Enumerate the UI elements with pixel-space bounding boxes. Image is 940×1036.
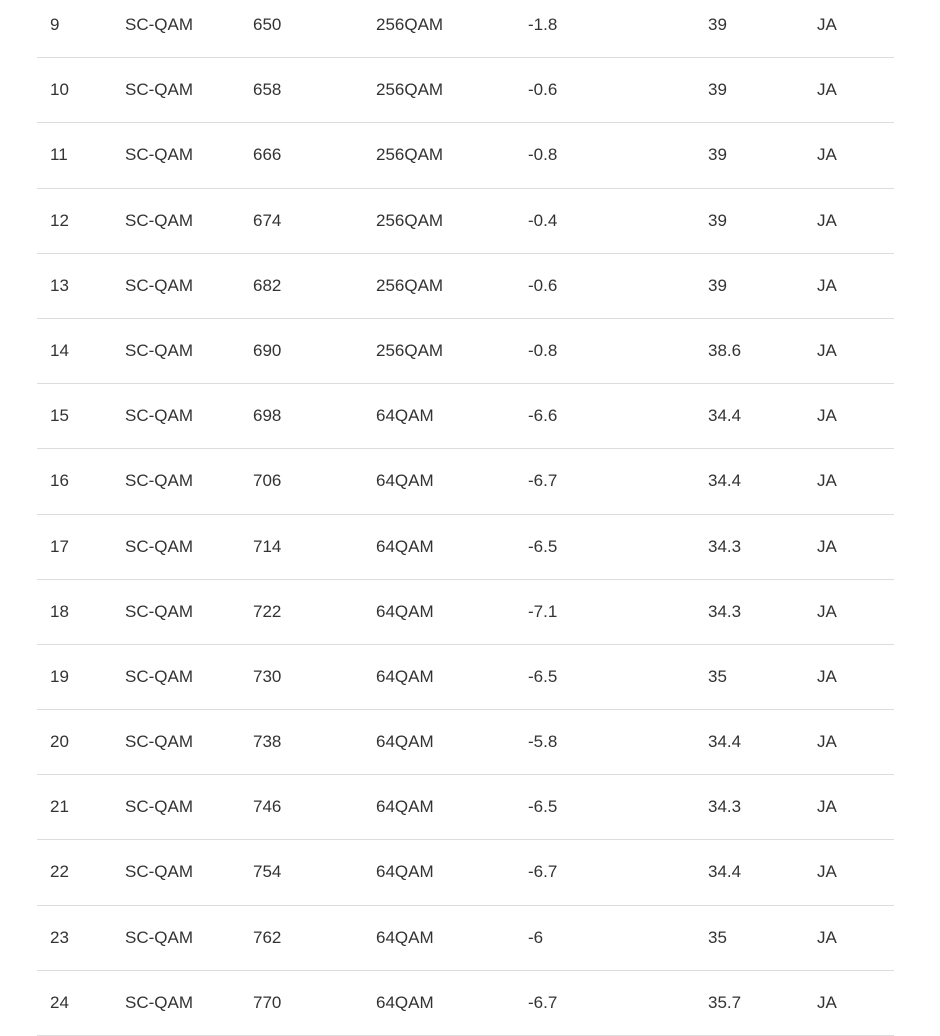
- table-row: [37, 645, 894, 710]
- channel-type-cell: SC-QAM: [125, 601, 193, 621]
- channel-id-cell: 12: [50, 210, 69, 230]
- channel-type-cell: SC-QAM: [125, 992, 193, 1012]
- snr-cell: 35: [708, 666, 727, 686]
- modulation-cell: 64QAM: [376, 927, 434, 947]
- modulation-cell: 256QAM: [376, 15, 444, 34]
- channel-id-cell: 18: [50, 601, 69, 621]
- power-level-cell: -6.6: [528, 406, 558, 426]
- channel-type-cell: SC-QAM: [125, 797, 193, 817]
- lock-status-cell: JA: [817, 927, 837, 947]
- lock-status-cell: JA: [817, 145, 837, 165]
- table-row: [37, 319, 894, 384]
- modulation-cell: 256QAM: [376, 210, 444, 230]
- snr-cell: 34.4: [708, 406, 742, 426]
- lock-status-cell: JA: [817, 666, 837, 686]
- channel-type-cell: SC-QAM: [125, 145, 193, 165]
- power-level-cell: -6.7: [528, 471, 558, 491]
- frequency-cell: 650: [253, 15, 282, 34]
- table-row: [37, 384, 894, 449]
- power-level-cell: -6.7: [528, 992, 558, 1012]
- table-row: [37, 971, 894, 1036]
- table-row: [37, 840, 894, 905]
- snr-cell: 35.7: [708, 992, 742, 1012]
- snr-cell: 34.3: [708, 601, 742, 621]
- channel-type-cell: SC-QAM: [125, 210, 193, 230]
- table-row: [37, 58, 894, 123]
- snr-cell: 39: [708, 210, 727, 230]
- modulation-cell: 256QAM: [376, 275, 444, 295]
- modulation-cell: 64QAM: [376, 992, 434, 1012]
- channel-table: [37, 0, 894, 1036]
- snr-cell: 34.4: [708, 862, 742, 882]
- channel-id-cell: 20: [50, 732, 69, 752]
- channel-type-cell: SC-QAM: [125, 406, 193, 426]
- table-row: [37, 254, 894, 319]
- power-level-cell: -6.5: [528, 797, 558, 817]
- table-row: [37, 123, 894, 188]
- channel-id-cell: 19: [50, 666, 69, 686]
- channel-id-cell: 13: [50, 275, 69, 295]
- frequency-cell: 770: [253, 992, 282, 1012]
- snr-cell: 39: [708, 80, 727, 100]
- table-row: [37, 449, 894, 514]
- modulation-cell: 64QAM: [376, 471, 434, 491]
- channel-id-cell: 9: [50, 15, 60, 34]
- lock-status-cell: JA: [817, 797, 837, 817]
- frequency-cell: 690: [253, 340, 282, 360]
- modulation-cell: 64QAM: [376, 536, 434, 556]
- power-level-cell: -6.5: [528, 666, 558, 686]
- frequency-cell: 754: [253, 862, 282, 882]
- frequency-cell: 706: [253, 471, 282, 491]
- modulation-cell: 256QAM: [376, 340, 444, 360]
- frequency-cell: 722: [253, 601, 282, 621]
- modulation-cell: 256QAM: [376, 80, 444, 100]
- lock-status-cell: JA: [817, 471, 837, 491]
- frequency-cell: 682: [253, 275, 282, 295]
- lock-status-cell: JA: [817, 210, 837, 230]
- snr-cell: 38.6: [708, 340, 742, 360]
- lock-status-cell: JA: [817, 732, 837, 752]
- channel-id-cell: 10: [50, 80, 69, 100]
- modulation-cell: 64QAM: [376, 732, 434, 752]
- channel-id-cell: 24: [50, 992, 69, 1012]
- power-level-cell: -0.8: [528, 145, 558, 165]
- snr-cell: 34.4: [708, 732, 742, 752]
- snr-cell: 35: [708, 927, 727, 947]
- table-row: [37, 515, 894, 580]
- channel-type-cell: SC-QAM: [125, 340, 193, 360]
- modulation-cell: 64QAM: [376, 797, 434, 817]
- channel-type-cell: SC-QAM: [125, 732, 193, 752]
- lock-status-cell: JA: [817, 536, 837, 556]
- table-row: [37, 189, 894, 254]
- channel-type-cell: SC-QAM: [125, 927, 193, 947]
- lock-status-cell: JA: [817, 275, 837, 295]
- modulation-cell: 64QAM: [376, 666, 434, 686]
- table-row: [37, 0, 894, 58]
- channel-type-cell: SC-QAM: [125, 471, 193, 491]
- frequency-cell: 746: [253, 797, 282, 817]
- power-level-cell: -0.6: [528, 275, 558, 295]
- modulation-cell: 64QAM: [376, 406, 434, 426]
- lock-status-cell: JA: [817, 862, 837, 882]
- channel-id-cell: 23: [50, 927, 69, 947]
- power-level-cell: -0.4: [528, 210, 558, 230]
- table-row: [37, 580, 894, 645]
- lock-status-cell: JA: [817, 340, 837, 360]
- channel-id-cell: 15: [50, 406, 69, 426]
- table-row: [37, 710, 894, 775]
- snr-cell: 39: [708, 275, 727, 295]
- frequency-cell: 762: [253, 927, 282, 947]
- power-level-cell: -6.5: [528, 536, 558, 556]
- frequency-cell: 658: [253, 80, 282, 100]
- lock-status-cell: JA: [817, 406, 837, 426]
- channel-type-cell: SC-QAM: [125, 666, 193, 686]
- channel-type-cell: SC-QAM: [125, 275, 193, 295]
- table-row: [37, 775, 894, 840]
- channel-id-cell: 17: [50, 536, 69, 556]
- channel-id-cell: 21: [50, 797, 69, 817]
- modulation-cell: 64QAM: [376, 601, 434, 621]
- modulation-cell: 64QAM: [376, 862, 434, 882]
- channel-id-cell: 22: [50, 862, 69, 882]
- power-level-cell: -7.1: [528, 601, 558, 621]
- channel-type-cell: SC-QAM: [125, 80, 193, 100]
- power-level-cell: -0.6: [528, 80, 558, 100]
- frequency-cell: 674: [253, 210, 282, 230]
- snr-cell: 39: [708, 15, 727, 34]
- channel-type-cell: SC-QAM: [125, 15, 193, 34]
- table-row: [37, 906, 894, 971]
- power-level-cell: -6: [528, 927, 544, 947]
- power-level-cell: -5.8: [528, 732, 558, 752]
- lock-status-cell: JA: [817, 15, 837, 34]
- frequency-cell: 738: [253, 732, 282, 752]
- channel-id-cell: 11: [50, 145, 68, 165]
- channel-id-cell: 16: [50, 471, 69, 491]
- lock-status-cell: JA: [817, 601, 837, 621]
- frequency-cell: 666: [253, 145, 282, 165]
- power-level-cell: -0.8: [528, 340, 558, 360]
- frequency-cell: 698: [253, 406, 282, 426]
- frequency-cell: 730: [253, 666, 282, 686]
- power-level-cell: -6.7: [528, 862, 558, 882]
- channel-id-cell: 14: [50, 340, 69, 360]
- frequency-cell: 714: [253, 536, 282, 556]
- snr-cell: 34.4: [708, 471, 742, 491]
- snr-cell: 39: [708, 145, 727, 165]
- channel-type-cell: SC-QAM: [125, 536, 193, 556]
- lock-status-cell: JA: [817, 992, 837, 1012]
- snr-cell: 34.3: [708, 536, 742, 556]
- snr-cell: 34.3: [708, 797, 742, 817]
- channel-type-cell: SC-QAM: [125, 862, 193, 882]
- modulation-cell: 256QAM: [376, 145, 444, 165]
- lock-status-cell: JA: [817, 80, 837, 100]
- power-level-cell: -1.8: [528, 15, 558, 34]
